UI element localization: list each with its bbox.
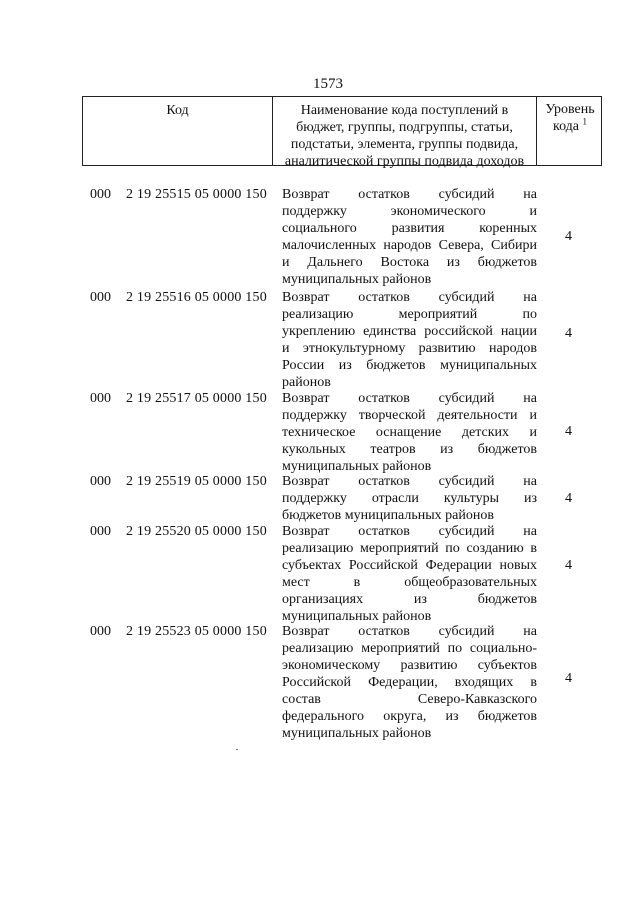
row-code: 2 19 25523 05 0000 150 bbox=[126, 624, 267, 639]
row-name bbox=[282, 186, 537, 288]
row-name-line: состав Северо-Кавказского bbox=[282, 692, 537, 707]
scan-speck bbox=[236, 749, 238, 750]
header-name-line: подстатьи, элемента, группы подвида, bbox=[290, 137, 519, 152]
row-name-line: Возврат остатков субсидий на bbox=[282, 474, 537, 489]
row-level: 4 bbox=[565, 229, 572, 244]
row-level: 4 bbox=[565, 326, 572, 341]
row-name-line: экономическому развитию субъектов bbox=[282, 658, 537, 673]
row-name-line: Возврат остатков субсидий на bbox=[282, 391, 537, 406]
row-name-line: районов bbox=[282, 375, 331, 390]
header-level-word: кода bbox=[552, 119, 580, 134]
row-code: 2 19 25515 05 0000 150 bbox=[126, 187, 267, 202]
header-name-cell bbox=[273, 97, 537, 169]
row-level: 4 bbox=[565, 558, 572, 573]
row-code-prefix: 000 bbox=[90, 474, 111, 489]
row-name bbox=[282, 473, 537, 524]
header-level-footnote: 1 bbox=[582, 116, 588, 127]
row-name-line: бюджетов муниципальных районов bbox=[282, 508, 494, 523]
row-name-line: мест в общеобразовательных bbox=[282, 575, 537, 590]
row-name-line: организациях из бюджетов bbox=[282, 592, 537, 607]
row-name-line: кукольных театров из бюджетов bbox=[282, 442, 537, 457]
row-code: 2 19 25517 05 0000 150 bbox=[126, 391, 267, 406]
row-level: 4 bbox=[565, 671, 572, 686]
row-name-line: реализацию мероприятий по социально- bbox=[282, 641, 537, 656]
row-name bbox=[282, 390, 537, 475]
row-name-line: реализацию мероприятий по bbox=[282, 307, 537, 322]
row-name-line: Возврат остатков субсидий на bbox=[282, 187, 537, 202]
row-name-line: реализацию мероприятий по созданию в bbox=[282, 541, 537, 556]
row-name-line: укреплению единства российской нации bbox=[282, 324, 537, 339]
row-name-line: федерального округа, из бюджетов bbox=[282, 709, 537, 724]
row-name-line: Возврат остатков субсидий на bbox=[282, 290, 537, 305]
row-name-line: муниципальных районов bbox=[282, 272, 432, 287]
row-code-prefix: 000 bbox=[90, 290, 111, 305]
row-name-line: поддержку экономического и bbox=[282, 204, 537, 219]
row-name-line: муниципальных районов bbox=[282, 726, 432, 741]
header-code-label: Код bbox=[166, 103, 189, 118]
header-code-cell bbox=[83, 97, 273, 165]
row-name-line: социального развития коренных bbox=[282, 221, 537, 236]
row-name-line: Возврат остатков субсидий на bbox=[282, 624, 537, 639]
row-name-line: и Дальнего Востока из бюджетов bbox=[282, 255, 537, 270]
row-name-line: муниципальных районов bbox=[282, 609, 432, 624]
row-code: 2 19 25520 05 0000 150 bbox=[126, 524, 267, 539]
row-name-line: муниципальных районов bbox=[282, 459, 432, 474]
row-level: 4 bbox=[565, 491, 572, 506]
row-code-prefix: 000 bbox=[90, 391, 111, 406]
row-code-prefix: 000 bbox=[90, 187, 111, 202]
row-name-line: Возврат остатков субсидий на bbox=[282, 524, 537, 539]
header-name-line: бюджет, группы, подгруппы, статьи, bbox=[296, 120, 513, 135]
row-name-line: России из бюджетов муниципальных bbox=[282, 358, 537, 373]
row-code: 2 19 25519 05 0000 150 bbox=[126, 474, 267, 489]
row-name bbox=[282, 623, 537, 742]
row-name-line: техническое оснащение детских и bbox=[282, 425, 537, 440]
page-number: 1573 bbox=[313, 76, 343, 92]
row-code-prefix: 000 bbox=[90, 524, 111, 539]
row-name-line: поддержку отрасли культуры из bbox=[282, 491, 537, 506]
header-name-line: Наименование кода поступлений в bbox=[300, 103, 509, 118]
row-level: 4 bbox=[565, 424, 572, 439]
row-code: 2 19 25516 05 0000 150 bbox=[126, 290, 267, 305]
row-name-line: субъектах Российской Федерации новых bbox=[282, 558, 537, 573]
row-name-line: малочисленных народов Севера, Сибири bbox=[282, 238, 537, 253]
table-header bbox=[82, 96, 602, 169]
row-name-line: Российской Федерации, входящих в bbox=[282, 675, 537, 690]
header-name-line: аналитической группы подвида доходов bbox=[284, 154, 525, 169]
header-level-line2 bbox=[537, 118, 603, 135]
row-name bbox=[282, 523, 537, 625]
row-name bbox=[282, 289, 537, 391]
row-name-line: поддержку творческой деятельности и bbox=[282, 408, 537, 423]
row-name-line: и этнокультурному развитию народов bbox=[282, 341, 537, 356]
row-code-prefix: 000 bbox=[90, 624, 111, 639]
header-level-cell bbox=[537, 97, 603, 165]
header-level-line1: Уровень bbox=[545, 102, 595, 117]
